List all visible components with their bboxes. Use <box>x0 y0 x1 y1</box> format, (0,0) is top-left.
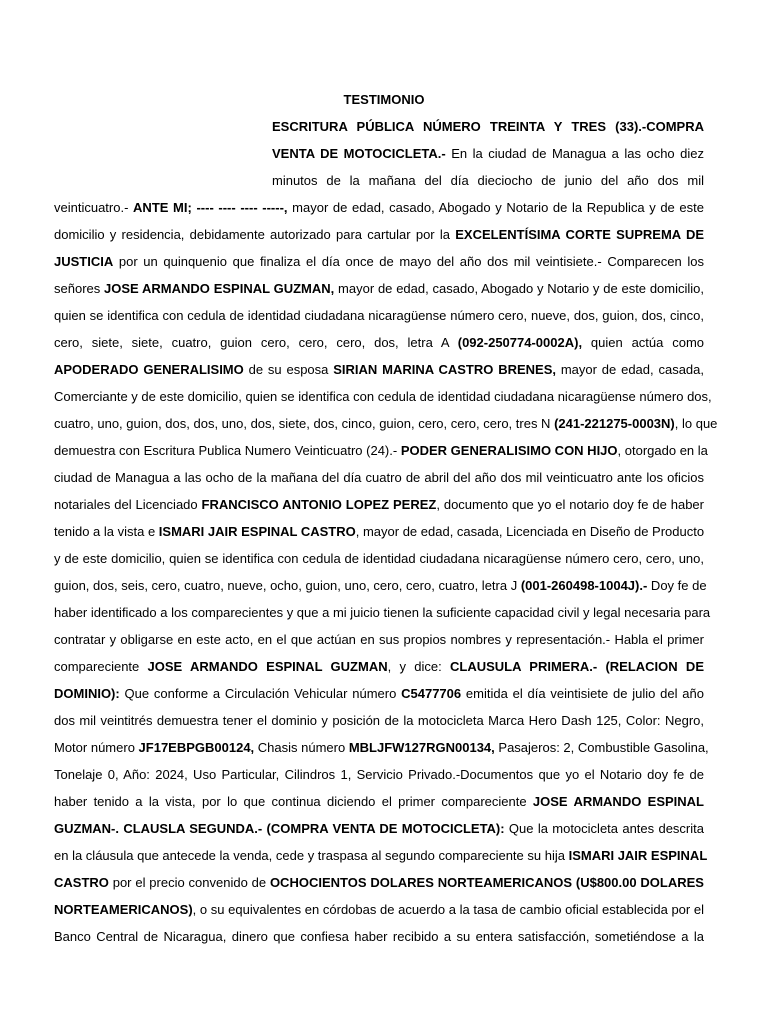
text-line <box>54 442 708 469</box>
bold-text: ISMARI JAIR ESPINAL <box>568 848 708 863</box>
text-line <box>54 388 712 415</box>
text-run: Motor número <box>54 740 139 755</box>
bold-text: NORTEAMERICANOS) <box>54 902 193 917</box>
text-run: Pasajeros: 2, Combustible Gasolina, <box>494 740 709 755</box>
text-line <box>54 631 704 658</box>
bold-text: (001-260498-1004J).- <box>520 578 648 593</box>
bold-text: (241-221275-0003N) <box>554 416 675 431</box>
text-line <box>54 199 704 226</box>
bold-text: MBLJFW127RGN00134, <box>348 740 495 755</box>
text-run: , mayor de edad, casada, Licenciada en Diseño de Producto <box>355 524 705 539</box>
bold-text: FRANCISCO ANTONIO LOPEZ PEREZ <box>201 497 437 512</box>
bold-text: C5477706 <box>401 686 462 701</box>
text-line <box>54 766 704 793</box>
text-run: minutos de la mañana del día dieciocho de junio del año dos mil <box>272 173 704 188</box>
text-line <box>54 658 704 685</box>
text-line <box>54 550 704 577</box>
bold-text: ISMARI JAIR ESPINAL CASTRO <box>158 524 356 539</box>
text-line <box>54 847 708 874</box>
bold-text: APODERADO GENERALISIMO <box>54 362 244 377</box>
text-line <box>54 820 704 847</box>
bold-text: CLAUSULA PRIMERA.- (RELACION DE <box>450 659 704 674</box>
text-run: compareciente <box>54 659 148 674</box>
bold-text: OCHOCIENTOS DOLARES NORTEAMERICANOS (U$800.00 DOLARES <box>269 875 704 890</box>
text-run: mayor de edad, casado, Abogado y Notario y de este domicilio, <box>334 281 705 296</box>
text-line <box>54 415 718 442</box>
text-line <box>54 496 704 523</box>
text-run: contratar y obligarse en este acto, en el que actúan en sus propios nombres y representación.- Habla el primer <box>54 632 704 647</box>
text-run: haber identificado a los comparecientes y que a mi juicio tienen la suficiente capacidad civil y legal necesaria para <box>54 605 711 620</box>
bold-text: PODER GENERALISIMO CON HIJO <box>400 443 618 458</box>
text-run: quien actúa como <box>582 335 705 350</box>
bold-text: (092-250774-0002A), <box>457 335 583 350</box>
text-run: Chasis número <box>254 740 349 755</box>
text-run: dos mil veintitrés demuestra tener el dominio y posición de la motocicleta Marca Hero Dash 125, Color: Negro, <box>54 713 704 728</box>
text-line <box>54 334 704 361</box>
bold-text: SIRIAN MARINA CASTRO BRENES, <box>333 362 556 377</box>
text-run: Comerciante y de este domicilio, quien se identifica con cedula de identidad ciudadana nicaragüense número dos, <box>54 389 712 404</box>
text-run: por el precio convenido de <box>108 875 270 890</box>
text-run: , documento que yo el notario doy fe de haber <box>436 497 704 512</box>
text-run: quien se identifica con cedula de identidad ciudadana nicaragüense número cero, nueve, dos, guion, dos, cinco, <box>54 308 704 323</box>
text-line <box>54 577 707 604</box>
bold-text: JF17EBPGB00124, <box>138 740 255 755</box>
text-run: domicilio y residencia, debidamente autorizado para cartular por la <box>54 227 456 242</box>
text-run: , o su equivalentes en córdobas de acuerdo a la tasa de cambio oficial establecida por el <box>192 902 704 917</box>
text-run: cuatro, uno, guion, dos, dos, uno, dos, siete, dos, cinco, guion, cero, cero, cero, tres N <box>54 416 555 431</box>
text-run: Tonelaje 0, Año: 2024, Uso Particular, Cilindros 1, Servicio Privado.-Documentos que yo el Notario doy fe de <box>54 767 704 782</box>
bold-text: JOSE ARMANDO ESPINAL GUZMAN <box>147 659 388 674</box>
text-run: veinticuatro.- <box>54 200 134 215</box>
text-run: , otorgado en la <box>617 443 708 458</box>
text-line <box>54 874 704 901</box>
text-run: Doy fe de <box>647 578 707 593</box>
text-line <box>54 469 704 496</box>
text-line <box>54 739 709 766</box>
text-run: ciudad de Managua a las ocho de la mañana del día cuatro de abril del año dos mil veinticuatro ante los oficios <box>54 470 704 485</box>
text-line <box>54 523 704 550</box>
bold-text: EXCELENTÍSIMA CORTE SUPREMA DE <box>455 227 704 242</box>
text-run: emitida el día veintisiete de julio del año <box>461 686 704 701</box>
text-run: guion, dos, seis, cero, cuatro, nueve, ocho, guion, uno, cero, cero, cuatro, letra J <box>54 578 521 593</box>
text-line <box>272 118 704 145</box>
text-run: Que la motocicleta antes descrita <box>504 821 704 836</box>
text-run: Banco Central de Nicaragua, dinero que confiesa haber recibido a su entera satisfacción, sometiéndose a la <box>54 929 704 944</box>
text-run: mayor de edad, casado, Abogado y Notario de la Republica y de este <box>287 200 704 215</box>
text-line <box>54 712 704 739</box>
text-run: tenido a la vista e <box>54 524 159 539</box>
text-run: Que conforme a Circulación Vehicular número <box>119 686 402 701</box>
text-line <box>54 307 704 334</box>
text-run: de su esposa <box>243 362 334 377</box>
text-line <box>272 172 704 199</box>
text-run: mayor de edad, casada, <box>556 362 705 377</box>
text-line <box>54 280 704 307</box>
bold-text: JUSTICIA <box>54 254 114 269</box>
text-run: demuestra con Escritura Publica Numero Veinticuatro (24).- <box>54 443 401 458</box>
text-line <box>272 145 704 172</box>
text-run: haber tenido a la vista, por lo que continua diciendo el primer compareciente <box>54 794 533 809</box>
bold-text: JOSE ARMANDO ESPINAL GUZMAN, <box>104 281 335 296</box>
bold-text: CASTRO <box>54 875 109 890</box>
text-run: notariales del Licenciado <box>54 497 202 512</box>
text-line <box>54 604 711 631</box>
bold-text: ESCRITURA PÚBLICA NÚMERO TREINTA Y TRES (33).-COMPRA <box>272 119 704 134</box>
bold-text: GUZMAN-. CLAUSLA SEGUNDA.- (COMPRA VENTA DE MOTOCICLETA): <box>54 821 505 836</box>
text-line <box>54 793 704 820</box>
bold-text: VENTA DE MOTOCICLETA.- <box>272 146 446 161</box>
text-run: , y dice: <box>387 659 450 674</box>
text-run: En la ciudad de Managua a las ocho diez <box>445 146 704 161</box>
text-run: , lo que <box>674 416 718 431</box>
bold-text: ANTE MI; ---- ---- ---- -----, <box>133 200 288 215</box>
text-run: cero, siete, siete, cuatro, guion cero, cero, cero, dos, letra A <box>54 335 458 350</box>
text-run: en la cláusula que antecede la venda, cede y traspasa al segundo compareciente su hija <box>54 848 569 863</box>
text-run: por un quinquenio que finaliza el día once de mayo del año dos mil veintisiete.- Comparecen los <box>113 254 704 269</box>
text-line <box>54 901 704 928</box>
document-title: TESTIMONIO <box>343 92 425 107</box>
text-line <box>54 685 704 712</box>
bold-text: DOMINIO): <box>54 686 120 701</box>
text-line <box>54 928 704 955</box>
text-run: señores <box>54 281 105 296</box>
text-line <box>54 361 704 388</box>
text-line <box>54 253 704 280</box>
text-run: y de este domicilio, quien se identifica con cedula de identidad ciudadana nicaragüense número cero, cero, uno, <box>54 551 704 566</box>
text-line <box>54 226 704 253</box>
bold-text: JOSE ARMANDO ESPINAL <box>532 794 704 809</box>
